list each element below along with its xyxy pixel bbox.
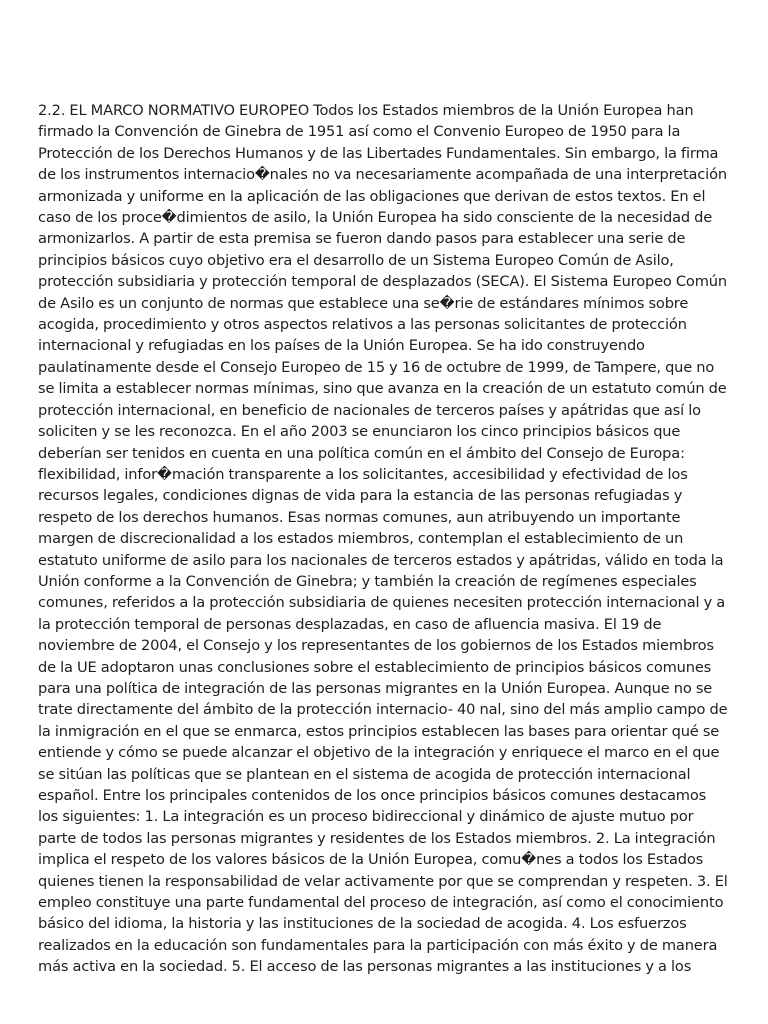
text-line: acogida, procedimiento y otros aspectos relativos a las personas solicitantes de protección [38,316,687,334]
text-line: comunes, referidos a la protección subsidiaria de quienes necesiten protección internacional y a [38,594,726,612]
text-line: español. Entre los principales contenidos de los once principios básicos comunes destacamos [38,787,707,804]
text-line: soliciten y se les reconozca. En el año 2003 se enunciaron los cinco principios básicos que [38,423,681,441]
text-line: la protección temporal de personas desplazadas, en caso de afluencia masiva. El 19 de [38,615,662,633]
text-line: se sitúan las políticas que se plantean en el sistema de acogida de protección internacional [38,765,691,783]
text-line: entiende y cómo se puede alcanzar el objetivo de la integración y enriquece el marco en el que [38,744,720,762]
text-line: básico del idioma, la historia y las instituciones de la sociedad de acogida. 4. Los esfuerzos [38,915,687,933]
text-line: de la UE adoptaron unas conclusiones sobre el establecimiento de principios básicos comunes [38,658,712,676]
text-line: Protección de los Derechos Humanos y de las Libertades Fundamentales. Sin embargo, la firma [38,144,719,162]
text-line: empleo constituye una parte fundamental del proceso de integración, así como el conocimiento [38,894,724,912]
text-line: respeto de los derechos humanos. Esas normas comunes, aun atribuyendo un importante [38,508,681,526]
text-line: recursos legales, condiciones dignas de vida para la estancia de las personas refugiadas y [38,487,683,505]
text-line: implica el respeto de los valores básicos de la Unión Europea, comu�nes a todos los Estados [38,851,704,869]
text-line: margen de discrecionalidad a los estados miembros, contemplan el establecimiento de un [38,530,684,548]
text-line: armonizada y uniforme en la aplicación de las obligaciones que derivan de estos textos. En el [38,187,706,205]
text-line: estatuto uniforme de asilo para los nacionales de terceros estados y apátridas, válido en toda la [38,551,724,569]
text-line: parte de todos las personas migrantes y residentes de los Estados miembros. 2. La integración [38,829,716,847]
text-line: se limita a establecer normas mínimas, sino que avanza en la creación de un estatuto común de [38,380,727,398]
text-line: protección subsidiaria y protección temporal de desplazados (SECA). El Sistema Europeo Común [38,273,727,291]
text-line: la inmigración en el que se enmarca, estos principios establecen las bases para orientar qué se [38,722,720,740]
text-line: 2.2. EL MARCO NORMATIVO EUROPEO Todos los Estados miembros de la Unión Europea han [38,102,694,119]
text-line: Unión conforme a la Convención de Ginebra; y también la creación de regímenes especiales [38,572,697,590]
text-line: realizados en la educación son fundamentales para la participación con más éxito y de manera [38,936,718,954]
text-line: armonizarlos. A partir de esta premisa se fueron dando pasos para establecer una serie de [38,230,686,248]
text-line: caso de los proce�dimientos de asilo, la Unión Europea ha sido consciente de la necesidad de [38,209,713,227]
text-line: principios básicos cuyo objetivo era el desarrollo de un Sistema Europeo Común de Asilo, [38,251,674,269]
text-line: de Asilo es un conjunto de normas que establece una se�rie de estándares mínimos sobre [38,294,689,312]
text-line: noviembre de 2004, el Consejo y los representantes de los gobiernos de los Estados miembros [38,637,714,655]
text-line: quienes tienen la responsabilidad de velar activamente por que se comprendan y respeten. 3. El [38,872,728,890]
text-line: para una política de integración de las personas migrantes en la Unión Europea. Aunque no se [38,679,713,697]
text-line: trate directamente del ámbito de la protección internacio- 40 nal, sino del más amplio campo de [38,701,728,719]
text-line: deberían ser tenidos en cuenta en una política común en el ámbito del Consejo de Europa: [38,444,685,462]
text-line: los siguientes: 1. La integración es un proceso bidireccional y dinámico de ajuste mutuo por [38,808,694,826]
text-line: protección internacional, en beneficio de nacionales de terceros países y apátridas que así lo [38,401,701,419]
body-text [38,100,730,978]
text-line: de los instrumentos internacio�nales no va necesariamente acompañada de una interpretación [38,166,727,184]
text-line: firmado la Convención de Ginebra de 1951 así como el Convenio Europeo de 1950 para la [38,123,681,141]
text-line: flexibilidad, infor�mación transparente a los solicitantes, accesibilidad y efectividad de los [38,465,688,483]
text-line: paulatinamente desde el Consejo Europeo de 15 y 16 de octubre de 1999, de Tampere, que no [38,358,715,376]
text-line: internacional y refugiadas en los países de la Unión Europea. Se ha ido construyendo [38,337,645,355]
text-line: más activa en la sociedad. 5. El acceso de las personas migrantes a las instituciones y a los [38,958,692,976]
